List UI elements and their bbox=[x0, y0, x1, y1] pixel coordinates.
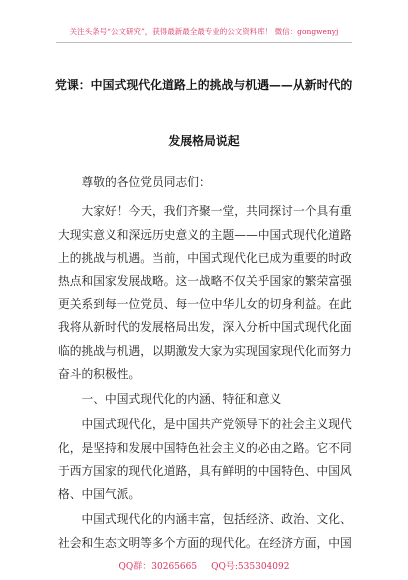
paragraph-line: 中国式现代化，是中国共产党领导下的社会主义现代 bbox=[81, 417, 352, 432]
section-heading-text: 一、中国式现代化的内涵、特征和意义 bbox=[81, 392, 282, 407]
section-heading bbox=[58, 388, 354, 411]
paragraph bbox=[58, 508, 354, 554]
header-banner: 关注头条号“公文研究”，获得最新最全最专业的公文资料库！ 微信：gongwenyj bbox=[69, 27, 339, 36]
paragraph bbox=[58, 200, 354, 386]
paragraph-line: 尊敬的各位党员同志们： bbox=[81, 175, 211, 190]
paragraph-line: 热点和国家发展战略。这一战略不仅关乎国家的繁荣富强 bbox=[58, 273, 352, 288]
paragraph-line: 上的挑战与机遇。当前，中国式现代化已成为重要的时政 bbox=[58, 250, 352, 265]
paragraph-line: 临的挑战与机遇，以期激发大家为实现国家现代化而努力 bbox=[58, 343, 352, 358]
paragraph-line: 大家好！今天，我们齐聚一堂，共同探讨一个具有重 bbox=[81, 204, 352, 219]
header-rule bbox=[56, 42, 352, 43]
document-title-line-2: 发展格局说起 bbox=[168, 133, 240, 148]
paragraph-line: 我将从新时代的发展格局出发，深入分析中国式现代化面 bbox=[58, 320, 352, 335]
paragraph-line: 中国式现代化的内涵丰富，包括经济、政治、文化、 bbox=[81, 512, 352, 527]
footer-qq-group: QQ群：30265665 bbox=[118, 562, 198, 572]
paragraph-line: 大现实意义和深远历史意义的主题——中国式现代化道路 bbox=[58, 227, 352, 242]
paragraph-line: 奋斗的积极性。 bbox=[58, 366, 141, 381]
document-title-line-1: 党课：中国式现代化道路上的挑战与机遇——从新时代的 bbox=[55, 77, 353, 92]
document-body bbox=[58, 171, 354, 554]
paragraph-line: 格、中国气派。 bbox=[58, 487, 141, 501]
salutation bbox=[58, 171, 354, 194]
paragraph-line: 化，是坚持和发展中国特色社会主义的必由之路。它不同 bbox=[58, 440, 352, 455]
paragraph-line: 社会和生态文明等多个方面的现代化。在经济方面，中国 bbox=[58, 535, 352, 550]
footer bbox=[0, 561, 408, 573]
footer-qq-number: QQ号:535304092 bbox=[211, 562, 290, 572]
paragraph-line: 更关系到每一位党员、每一位中华儿女的切身利益。在此 bbox=[58, 297, 352, 312]
paragraph bbox=[58, 413, 354, 506]
paragraph-line: 于西方国家的现代化道路，具有鲜明的中国特色、中国风 bbox=[58, 463, 352, 478]
